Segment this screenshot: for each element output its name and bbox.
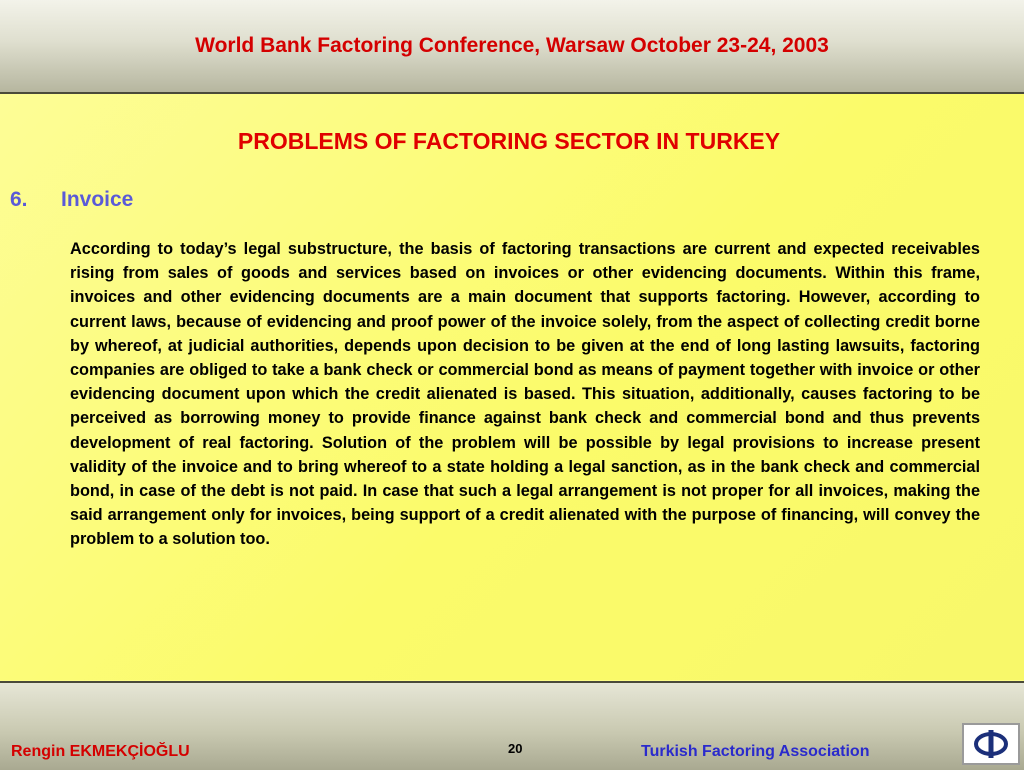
organization-name: Turkish Factoring Association (641, 743, 870, 760)
author-name: Rengin EKMEKÇİOĞLU (11, 743, 190, 760)
slide-title: PROBLEMS OF FACTORING SECTOR IN TURKEY (237, 128, 781, 154)
slide-footer (0, 681, 1024, 770)
body-paragraph: According to today’s legal substructure, the basis of factoring transactions are current and expected receivables rising from sales of goods and services based on invoices or other evidencing documents. Within this frame, invoices and other evidencing documents are a main document that supports factoring. However, according to current laws, because of evidencing and proof power of the invoice solely, from the aspect of collecting credit borne by whereof, at judicial authorities, depends upon decision to be given at the end of long lasting lawsuits, factoring companies are obliged to take a bank check or commercial bond as means of payment together with invoice or other evidencing document upon which the credit alienated is based. This situation, additionally, causes factoring to be perceived as borrowing money to provide finance against bank check and commercial bond and thus prevents development of real factoring. Solution of the problem will be possible by legal provisions to increase present validity of the invoice and to bring whereof to a state holding a legal sanction, as in the bank check and commercial bond, in case of the debt is not paid. In case that such a legal arrangement is not proper for all invoices, making the said arrangement only for invoices, being support of a credit alienated with the purpose of financing, will convey the problem to a solution too. (70, 240, 980, 549)
phi-logo-icon (962, 723, 1020, 765)
slide-content (0, 94, 1024, 680)
section-title: Invoice (61, 188, 134, 211)
section-number: 6. (10, 188, 28, 211)
conference-title: World Bank Factoring Conference, Warsaw October 23-24, 2003 (195, 34, 829, 57)
page-number: 20 (508, 741, 523, 756)
slide-header (0, 0, 1024, 94)
